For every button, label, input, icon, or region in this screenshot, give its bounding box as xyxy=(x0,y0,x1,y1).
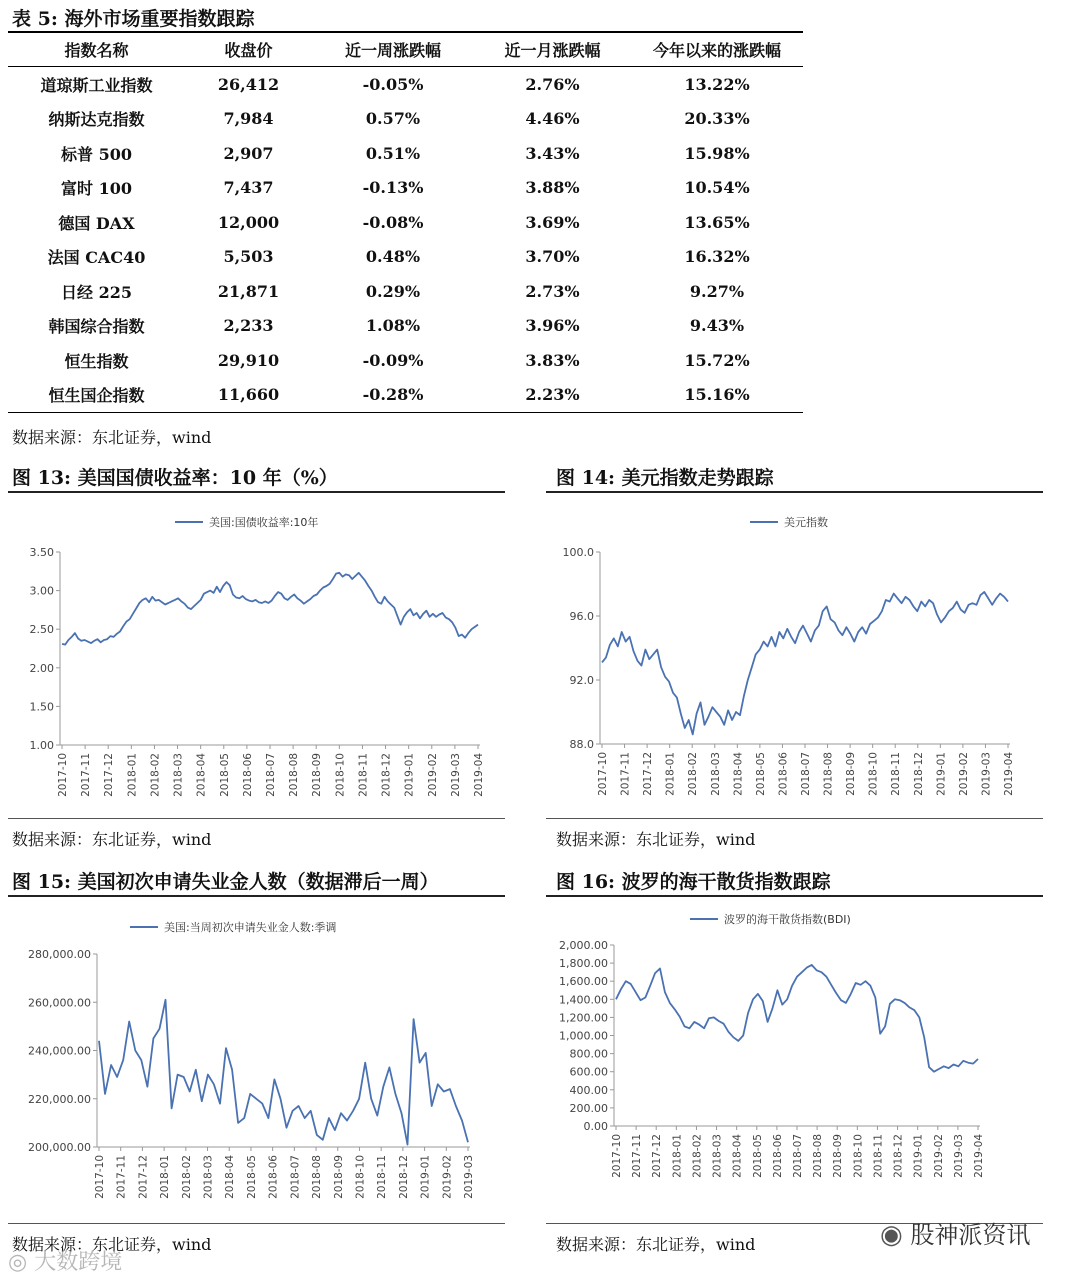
y-tick-label: 800.00 xyxy=(569,1047,608,1061)
y-tick-label: 240,000.00 xyxy=(28,1044,91,1058)
x-tick-label: 2018-04 xyxy=(195,753,208,797)
x-tick-label: 2018-07 xyxy=(265,753,277,797)
x-tick-label: 2018-12 xyxy=(397,1155,410,1199)
cell-ytd: 10.54% xyxy=(684,178,750,198)
x-tick-label: 2019-02 xyxy=(957,752,970,796)
index-table xyxy=(8,31,803,413)
table-row xyxy=(8,205,803,240)
y-tick-label: 1.50 xyxy=(29,700,54,714)
y-tick-label: 92.0 xyxy=(569,674,594,687)
x-tick-label: 2018-01 xyxy=(126,753,139,797)
watermark-right: ◉ 股神派资讯 xyxy=(880,1220,1031,1250)
x-tick-label: 2019-03 xyxy=(952,1134,965,1178)
x-tick-label: 2017-10 xyxy=(94,1155,106,1199)
chart-bdi xyxy=(540,905,1060,1220)
y-tick-label: 1,600.00 xyxy=(559,975,608,989)
wechat-icon: ◉ xyxy=(880,1220,903,1250)
cell-name: 日经 225 xyxy=(61,282,132,302)
x-tick-label: 2018-11 xyxy=(872,1134,885,1178)
y-tick-label: 1,000.00 xyxy=(559,1029,608,1043)
cell-name: 法国 CAC40 xyxy=(47,248,146,268)
figure-14-source: 数据来源：东北证券，wind xyxy=(556,830,756,849)
chart-us-treasury-yield xyxy=(0,500,520,815)
figure-13-title: 图 13: 美国国债收益率：10 年（%） xyxy=(12,467,338,489)
figure-15-source: 数据来源：东北证券，wind xyxy=(12,1235,212,1254)
cell-month: 2.73% xyxy=(525,281,580,301)
cell-month: 2.76% xyxy=(525,74,580,94)
cell-ytd: 9.43% xyxy=(689,316,745,336)
cell-week: 0.57% xyxy=(365,109,421,129)
cell-month: 3.96% xyxy=(525,316,580,336)
cell-month: 3.83% xyxy=(525,350,580,370)
figure-14-title: 图 14: 美元指数走势跟踪 xyxy=(556,467,774,489)
x-tick-label: 2018-09 xyxy=(832,1134,845,1178)
x-tick-label: 2018-06 xyxy=(267,1155,280,1199)
x-tick-label: 2018-05 xyxy=(754,752,767,796)
cell-month: 2.23% xyxy=(474,378,631,413)
cell-name: 恒生指数 xyxy=(64,351,129,371)
x-tick-label: 2018-01 xyxy=(664,752,677,796)
table-header-row xyxy=(8,32,803,67)
x-tick-label: 2018-08 xyxy=(288,753,301,797)
y-tick-label: 1,200.00 xyxy=(559,1011,608,1025)
x-tick-label: 2017-10 xyxy=(57,753,69,797)
cell-ytd: 9.27% xyxy=(689,281,745,301)
x-tick-label: 2018-02 xyxy=(691,1134,704,1178)
legend-label: 美元指数 xyxy=(784,516,828,529)
x-tick-label: 2018-07 xyxy=(289,1155,302,1199)
cell-week: -0.08% xyxy=(362,212,424,232)
x-tick-label: 2017-12 xyxy=(651,1134,664,1178)
table-source: 数据来源：东北证券，wind xyxy=(12,428,212,447)
y-tick-label: 100.0 xyxy=(562,546,594,559)
y-tick-label: 1,800.00 xyxy=(559,957,608,971)
y-tick-label: 200,000.00 xyxy=(28,1141,91,1154)
cell-month: 3.70% xyxy=(525,247,580,267)
header-week: 近一周涨跌幅 xyxy=(312,32,474,67)
x-tick-label: 2018-05 xyxy=(218,753,231,797)
cell-ytd: 16.32% xyxy=(684,247,750,267)
y-tick-label: 280,000.00 xyxy=(28,948,91,961)
cell-ytd: 13.65% xyxy=(684,212,750,232)
figure-16-source: 数据来源：东北证券，wind xyxy=(556,1235,756,1254)
x-tick-label: 2018-09 xyxy=(311,753,324,797)
series-line xyxy=(62,573,478,645)
x-tick-label: 2018-05 xyxy=(245,1155,258,1199)
table-row xyxy=(8,67,803,102)
cell-name: 德国 DAX xyxy=(58,213,135,233)
x-tick-label: 2017-12 xyxy=(642,752,655,796)
x-tick-label: 2018-12 xyxy=(892,1134,905,1178)
y-tick-label: 96.0 xyxy=(569,610,594,623)
y-tick-label: 2.00 xyxy=(29,661,54,675)
cell-close: 2,233 xyxy=(223,316,274,336)
cell-name: 恒生国企指数 xyxy=(8,378,185,413)
x-tick-label: 2018-03 xyxy=(709,752,722,796)
x-tick-label: 2017-12 xyxy=(103,753,116,797)
cell-month: 3.88% xyxy=(525,178,580,198)
x-tick-label: 2017-11 xyxy=(619,752,632,796)
x-tick-label: 2018-09 xyxy=(332,1155,345,1199)
x-tick-label: 2018-08 xyxy=(311,1155,324,1199)
x-tick-label: 2018-12 xyxy=(912,752,925,796)
table-row xyxy=(8,171,803,206)
x-tick-label: 2017-11 xyxy=(631,1134,644,1178)
cell-week: 0.48% xyxy=(365,247,421,267)
cell-name: 纳斯达克指数 xyxy=(48,110,145,130)
x-tick-label: 2018-03 xyxy=(202,1155,215,1199)
x-tick-label: 2018-09 xyxy=(845,752,858,796)
x-tick-label: 2018-04 xyxy=(224,1155,237,1199)
cell-name: 韩国综合指数 xyxy=(48,317,145,337)
x-tick-label: 2018-11 xyxy=(890,752,903,796)
y-tick-label: 2,000.00 xyxy=(559,939,608,952)
series-line xyxy=(99,1000,468,1145)
cell-name: 道琼斯工业指数 xyxy=(40,75,153,95)
x-tick-label: 2018-06 xyxy=(777,752,790,796)
series-line xyxy=(602,592,1008,734)
y-tick-label: 2.50 xyxy=(29,623,54,637)
y-tick-label: 200.00 xyxy=(569,1101,608,1115)
x-tick-label: 2017-10 xyxy=(611,1134,623,1178)
y-tick-label: 600.00 xyxy=(569,1065,608,1079)
x-tick-label: 2019-02 xyxy=(426,753,439,797)
cell-month: 3.43% xyxy=(525,143,580,163)
legend-label: 美国:当周初次申请失业金人数:季调 xyxy=(164,921,337,934)
x-tick-label: 2019-02 xyxy=(441,1155,454,1199)
cell-ytd: 15.16% xyxy=(631,378,803,413)
x-tick-label: 2018-10 xyxy=(334,753,347,797)
cell-week: 0.51% xyxy=(365,143,421,163)
x-tick-label: 2019-02 xyxy=(932,1134,945,1178)
y-tick-label: 3.50 xyxy=(29,546,54,559)
x-tick-label: 2018-05 xyxy=(751,1134,764,1178)
x-tick-label: 2018-03 xyxy=(711,1134,724,1178)
x-tick-label: 2018-07 xyxy=(792,1134,804,1178)
x-tick-label: 2018-11 xyxy=(376,1155,389,1199)
x-tick-label: 2018-08 xyxy=(812,1134,825,1178)
header-month: 近一月涨跌幅 xyxy=(474,32,631,67)
x-tick-label: 2018-08 xyxy=(822,752,835,796)
x-tick-label: 2018-11 xyxy=(357,753,370,797)
chart-dollar-index xyxy=(540,500,1060,815)
cell-week: 1.08% xyxy=(365,316,421,336)
cell-close: 5,503 xyxy=(223,247,274,267)
chart-jobless-claims xyxy=(0,905,520,1220)
series-line xyxy=(616,965,978,1072)
cell-close: 7,437 xyxy=(223,178,274,198)
x-tick-label: 2019-01 xyxy=(912,1134,925,1178)
table-row xyxy=(8,378,803,413)
x-tick-label: 2017-11 xyxy=(80,753,93,797)
x-tick-label: 2019-04 xyxy=(473,753,485,797)
x-tick-label: 2019-03 xyxy=(980,752,993,796)
watermark-left-icon: ◎ xyxy=(8,1250,28,1275)
x-tick-label: 2018-02 xyxy=(149,753,162,797)
table-row xyxy=(8,309,803,344)
y-tick-label: 260,000.00 xyxy=(28,996,91,1010)
cell-name: 标普 500 xyxy=(61,144,132,164)
figure-16-title: 图 16: 波罗的海干散货指数跟踪 xyxy=(556,871,831,893)
x-tick-label: 2019-03 xyxy=(449,753,462,797)
y-tick-label: 1.00 xyxy=(29,739,54,752)
cell-month: 4.46% xyxy=(525,109,580,129)
table-row xyxy=(8,343,803,378)
x-tick-label: 2019-01 xyxy=(419,1155,432,1199)
x-tick-label: 2018-07 xyxy=(800,752,812,796)
x-tick-label: 2017-10 xyxy=(597,752,609,796)
cell-week: -0.28% xyxy=(312,378,474,413)
table-row xyxy=(8,136,803,171)
x-tick-label: 2019-03 xyxy=(463,1155,475,1199)
x-tick-label: 2018-10 xyxy=(354,1155,367,1199)
table-row xyxy=(8,102,803,137)
cell-name: 富时 100 xyxy=(61,179,132,199)
y-tick-label: 1,400.00 xyxy=(559,993,608,1007)
cell-close: 12,000 xyxy=(217,212,280,232)
cell-close: 7,984 xyxy=(223,109,274,129)
y-tick-label: 0.00 xyxy=(583,1120,608,1133)
x-tick-label: 2018-02 xyxy=(180,1155,193,1199)
x-tick-label: 2018-04 xyxy=(732,752,745,796)
table-title: 表 5: 海外市场重要指数跟踪 xyxy=(12,8,255,30)
cell-month: 3.69% xyxy=(525,212,580,232)
x-tick-label: 2018-02 xyxy=(687,752,700,796)
y-tick-label: 3.00 xyxy=(29,584,54,598)
x-tick-label: 2018-01 xyxy=(159,1155,172,1199)
y-tick-label: 220,000.00 xyxy=(28,1092,91,1106)
x-tick-label: 2019-04 xyxy=(1003,752,1015,796)
x-tick-label: 2019-01 xyxy=(935,752,948,796)
header-close: 收盘价 xyxy=(185,32,312,67)
cell-close: 21,871 xyxy=(217,281,280,301)
x-tick-label: 2018-01 xyxy=(671,1134,684,1178)
cell-ytd: 15.98% xyxy=(684,143,750,163)
x-tick-label: 2018-06 xyxy=(241,753,254,797)
cell-ytd: 20.33% xyxy=(684,109,750,129)
y-tick-label: 88.0 xyxy=(569,738,594,751)
header-ytd: 今年以来的涨跌幅 xyxy=(631,32,803,67)
cell-close: 29,910 xyxy=(217,350,280,370)
cell-week: -0.13% xyxy=(362,178,424,198)
table-row xyxy=(8,274,803,309)
y-tick-label: 400.00 xyxy=(569,1083,608,1097)
figure-15-title: 图 15: 美国初次申请失业金人数（数据滞后一周） xyxy=(12,871,439,893)
header-name: 指数名称 xyxy=(8,32,185,67)
x-tick-label: 2018-10 xyxy=(852,1134,865,1178)
watermark-left: ◎ 大数跨境 xyxy=(8,1250,123,1275)
cell-close: 11,660 xyxy=(185,378,312,413)
legend-label: 波罗的海干散货指数(BDI) xyxy=(724,913,851,926)
x-tick-label: 2018-12 xyxy=(380,753,393,797)
x-tick-label: 2019-04 xyxy=(973,1134,985,1178)
x-tick-label: 2017-12 xyxy=(137,1155,150,1199)
x-tick-label: 2018-03 xyxy=(172,753,185,797)
cell-week: -0.05% xyxy=(362,74,424,94)
x-tick-label: 2018-10 xyxy=(867,752,880,796)
figure-13-source: 数据来源：东北证券，wind xyxy=(12,830,212,849)
x-tick-label: 2018-06 xyxy=(771,1134,784,1178)
cell-ytd: 15.72% xyxy=(684,350,750,370)
legend-label: 美国:国债收益率:10年 xyxy=(209,516,319,529)
cell-week: -0.09% xyxy=(362,350,424,370)
table-row xyxy=(8,240,803,275)
x-tick-label: 2017-11 xyxy=(115,1155,128,1199)
cell-ytd: 13.22% xyxy=(684,74,750,94)
cell-week: 0.29% xyxy=(365,281,421,301)
cell-close: 2,907 xyxy=(223,143,274,163)
x-tick-label: 2019-01 xyxy=(403,753,416,797)
cell-close: 26,412 xyxy=(217,74,280,94)
x-tick-label: 2018-04 xyxy=(731,1134,744,1178)
